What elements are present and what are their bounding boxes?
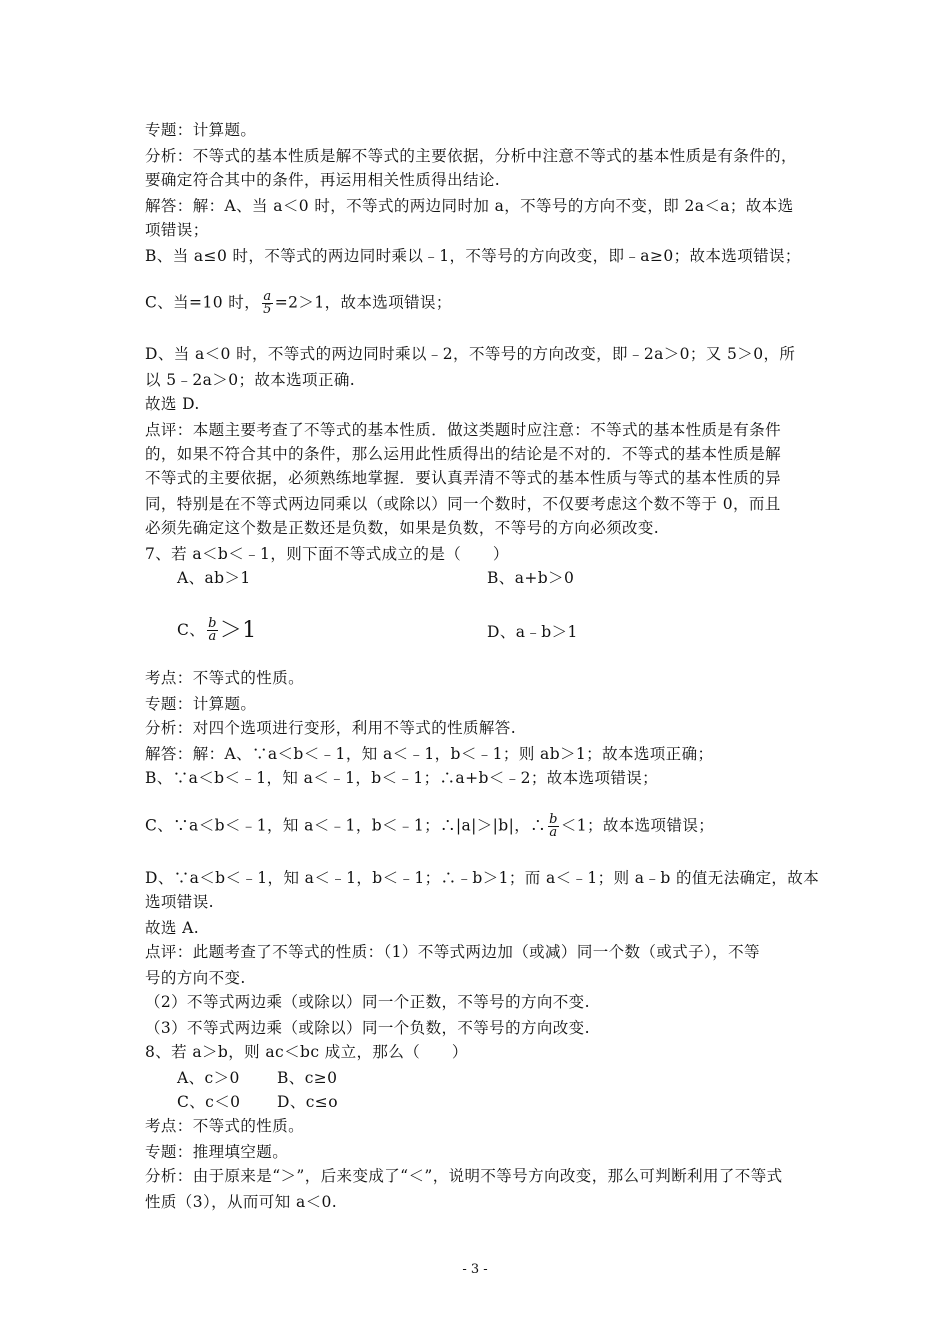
text-line: 点评：本题主要考查了不等式的基本性质．做这类题时应注意：不等式的基本性质是有条件 (145, 421, 782, 439)
text-line: （2）不等式两边乘（或除以）同一个正数，不等号的方向不变. (145, 993, 590, 1011)
option-b: B、a+b＞0 (487, 569, 575, 587)
option-c: C、c＜0 (177, 1093, 241, 1111)
answer-c-suffix: =2＞1，故本选项错误； (274, 293, 452, 312)
text-line: 同，特别是在不等式两边同乘以（或除以）同一个数时，不仅要考虑这个数不等于 0，而且 (145, 495, 781, 513)
answer-c-prefix: C、∵a＜b＜﹣1，知 a＜﹣1，b＜﹣1；∴|a|＞|b|，∴ (145, 816, 547, 835)
option-a: A、ab＞1 (177, 569, 251, 587)
text-line: 选项错误. (145, 893, 214, 911)
fraction (548, 814, 559, 839)
answer-c-line (145, 814, 714, 839)
text-line: 项错误； (145, 221, 209, 239)
text-line: 要确定符合其中的条件，再运用相关性质得出结论. (145, 171, 501, 189)
text-line: 专题：计算题。 (145, 695, 257, 713)
text-line: （3）不等式两边乘（或除以）同一个负数，不等号的方向改变. (145, 1019, 590, 1037)
text-line: B、∵a＜b＜﹣1，知 a＜﹣1，b＜﹣1；∴a+b＜﹣2；故本选项错误； (145, 769, 659, 787)
text-line: 故选 A. (145, 919, 200, 937)
text-line: 不等式的主要依据，必须熟练地掌握．要认真弄清不等式的基本性质与等式的基本性质的异 (145, 469, 782, 487)
question-7-options-row-1 (177, 568, 575, 588)
fraction-numerator: b (549, 812, 558, 827)
text-line: B、当 a≤0 时，不等式的两边同时乘以﹣1，不等号的方向改变，即﹣a≥0；故本选项错误； (145, 247, 801, 265)
text-line: 号的方向不变. (145, 969, 246, 987)
text-line: 以 5﹣2a＞0；故本选项正确. (145, 371, 356, 389)
text-line: 专题：推理填空题。 (145, 1143, 289, 1161)
text-line: 专题：计算题。 (145, 121, 257, 139)
page-number: - 3 - (462, 1262, 488, 1277)
option-c-relation: ＞1 (219, 617, 257, 643)
question-8-options-row-2 (177, 1092, 338, 1112)
fraction-denominator: a (208, 629, 217, 644)
text-line: 分析：由于原来是“＞”，后来变成了“＜”，说明不等号方向改变，那么可判断利用了不等式 (145, 1167, 783, 1185)
option-c (177, 616, 257, 644)
answer-c-line (145, 291, 452, 316)
question-8-options-row-1 (177, 1068, 338, 1088)
text-line: 的，如果不符合其中的条件，那么运用此性质得出的结论是不对的．不等式的基本性质是解 (145, 445, 782, 463)
question-7-options-row-2 (177, 616, 578, 644)
text-line: 性质（3），从而可知 a＜0. (145, 1193, 338, 1211)
option-d: D、a﹣b＞1 (487, 623, 578, 641)
text-line: 点评：此题考查了不等式的性质：（1）不等式两边加（或减）同一个数（或式子），不等 (145, 943, 760, 961)
text-line: 考点：不等式的性质。 (145, 1117, 305, 1135)
option-a: A、c＞0 (177, 1069, 240, 1087)
fraction-numerator: a (263, 289, 272, 304)
fraction-denominator: 5 (263, 302, 272, 317)
fraction (207, 618, 218, 643)
question-8: 8、若 a＞b，则 ac＜bc 成立，那么（ ） (145, 1043, 468, 1061)
fraction (262, 291, 273, 316)
answer-c-prefix: C、当=10 时， (145, 293, 261, 312)
option-c-prefix: C、 (177, 620, 206, 639)
text-line: 分析：对四个选项进行变形，利用不等式的性质解答. (145, 719, 517, 737)
fraction-denominator: a (549, 825, 558, 840)
text-line: 考点：不等式的性质。 (145, 669, 305, 687)
text-line: 分析：不等式的基本性质是解不等式的主要依据，分析中注意不等式的基本性质是有条件的， (145, 147, 797, 165)
option-d: D、c≤o (277, 1093, 338, 1111)
text-line: D、∵a＜b＜﹣1，知 a＜﹣1，b＜﹣1；∴﹣b＞1；而 a＜﹣1；则 a﹣b 的值无法确定，故本 (145, 869, 820, 887)
fraction-numerator: b (208, 616, 217, 631)
text-line: 故选 D. (145, 395, 200, 413)
question-7: 7、若 a＜b＜﹣1，则下面不等式成立的是（ ） (145, 545, 509, 563)
text-line: 必须先确定这个数是正数还是负数，如果是负数，不等号的方向必须改变. (145, 519, 660, 537)
option-b: B、c≥0 (277, 1069, 338, 1087)
text-line: 解答：解：A、当 a＜0 时，不等式的两边同时加 a，不等号的方向不变，即 2a＜a；故本选 (145, 197, 794, 215)
answer-c-suffix: ＜1；故本选项错误； (560, 816, 715, 835)
text-line: 解答：解：A、∵a＜b＜﹣1，知 a＜﹣1，b＜﹣1；则 ab＞1；故本选项正确； (145, 745, 714, 763)
text-line: D、当 a＜0 时，不等式的两边同时乘以﹣2，不等号的方向改变，即﹣2a＞0；又 5＞0，所 (145, 345, 796, 363)
